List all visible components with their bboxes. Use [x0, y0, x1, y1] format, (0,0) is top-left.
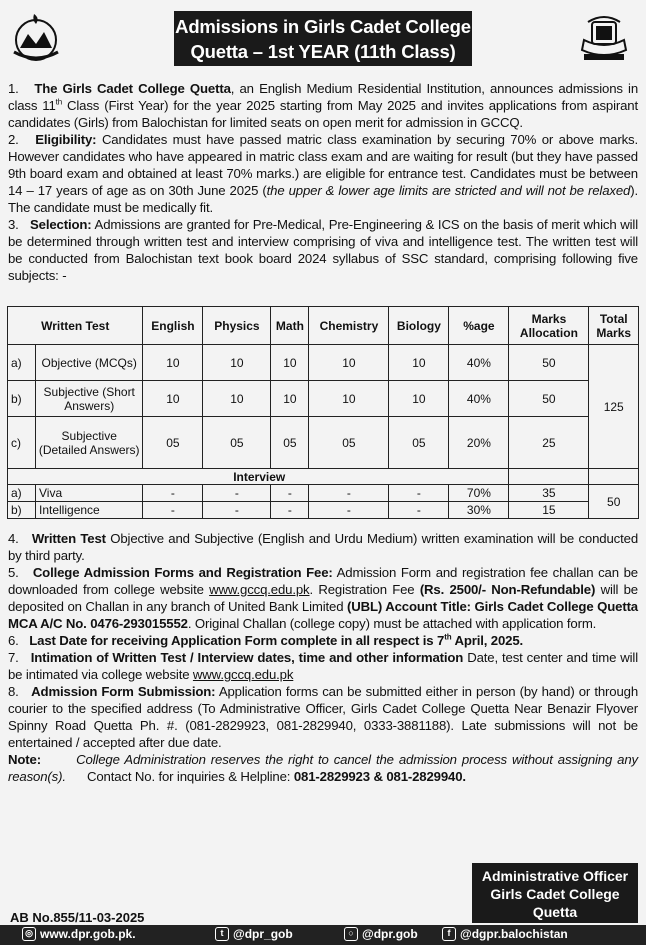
cell: 50: [509, 381, 589, 417]
table-header: Marks Allocation: [509, 307, 589, 345]
footer-facebook[interactable]: f @dgpr.balochistan: [442, 927, 568, 941]
cell: -: [271, 502, 309, 519]
cell: 10: [309, 345, 389, 381]
title-line-2: Quetta – 1st YEAR (11th Class): [190, 41, 456, 62]
cell: 30%: [449, 502, 509, 519]
cell: 10: [271, 345, 309, 381]
table-header: Math: [271, 307, 309, 345]
row-label: b): [8, 381, 36, 417]
table-header: Total Marks: [589, 307, 639, 345]
cell: -: [309, 485, 389, 502]
footer-website[interactable]: ◎ www.dpr.gob.pk.: [22, 927, 136, 941]
instagram-icon: ○: [344, 927, 358, 941]
cell: -: [309, 502, 389, 519]
table-header-row: [8, 307, 639, 345]
cell: 35: [509, 485, 589, 502]
page-title: [174, 11, 472, 66]
paragraph-2: 2. Eligibility: Candidates must have passed matric class examination by securing 70% or above marks. However candidates who have appeared in matric class exam and are waiting for result (but they have passed 9th board exam and obtained at least 70% marks.) are eligible for entrance test. Candidates must be between 14 – 17 years of age as on 30th June 2025 (the upper & lower age limits are stricted and will not be relaxed). The candidate must be medically fit.: [8, 132, 638, 215]
cell: 10: [203, 381, 271, 417]
college-website-link[interactable]: www.gccq.edu.pk: [209, 582, 310, 597]
ab-number: AB No.855/11-03-2025: [10, 910, 145, 925]
cell: 70%: [449, 485, 509, 502]
table-header: English: [143, 307, 203, 345]
facebook-icon: f: [442, 927, 456, 941]
paragraph-4: 4. Written Test Objective and Subjective (English and Urdu Medium) written examination will be conducted by third party.: [8, 531, 638, 563]
cell: -: [143, 502, 203, 519]
row-label: a): [8, 345, 36, 381]
paragraph-8: 8. Admission Form Submission: Application forms can be submitted either in person (by hand) or through courier to the specified address (To Administrative Officer, Girls Cadet College Quetta Near Benazir Flyover Spinny Road Quetta Ph. #. (081-2829923, 081-2829940, 0333-3881188). Late submissions will not be entertained / accepted after due date.: [8, 684, 638, 750]
row-name: Objective (MCQs): [36, 345, 143, 381]
header: [0, 0, 646, 78]
row-name: Intelligence: [36, 502, 143, 519]
cell: 40%: [449, 345, 509, 381]
paragraph-5: 5. College Admission Forms and Registration Fee: Admission Form and registration fee challan can be downloaded from college website www.gccq.edu.pk. Registration Fee (Rs. 2500/- Non-Refundable) will be deposited on Challan in any branch of United Bank Limited (UBL) Account Title: Girls Cadet College Quetta MCA A/C No. 0476-293015552. Original Challan (college copy) must be attached with application form.: [8, 565, 638, 631]
table-header: Written Test: [8, 307, 143, 345]
interview-section-row: [8, 469, 639, 485]
cell: 10: [309, 381, 389, 417]
cell: 10: [389, 345, 449, 381]
cell: 05: [389, 417, 449, 469]
cell: -: [203, 485, 271, 502]
twitter-icon: t: [215, 927, 229, 941]
cell: 05: [309, 417, 389, 469]
note: Note: College Administration reserves the right to cancel the admission process without assigning any reason(s). Contact No. for inquiries & Helpline: 081-2829923 & 081-2829940.: [8, 752, 638, 784]
written-total: 125: [589, 345, 639, 469]
row-name: Subjective (Short Answers): [36, 381, 143, 417]
cell: 50: [509, 345, 589, 381]
cell: 25: [509, 417, 589, 469]
row-name: Viva: [36, 485, 143, 502]
table-header: Physics: [203, 307, 271, 345]
cell: 40%: [449, 381, 509, 417]
row-name: Subjective (Detailed Answers): [36, 417, 143, 469]
paragraph-3: 3. Selection: Admissions are granted for Pre-Medical, Pre-Engineering & ICS on the basis of merit which will be determined through written test and interview comprising of viva and intelligence test. The written test will be conducted from Balochistan text book board 2024 syllabus of SSC standard, comprising following five subjects: -: [8, 217, 638, 283]
paragraph-7: 7. Intimation of Written Test / Interview dates, time and other information Date, test center and time will be intimated via college website www.gccq.edu.pk: [8, 650, 638, 682]
cell: 10: [389, 381, 449, 417]
cell: 05: [143, 417, 203, 469]
cell: 10: [143, 381, 203, 417]
cell: 05: [271, 417, 309, 469]
lower-content: [8, 530, 638, 785]
interview-total: 50: [589, 485, 639, 519]
cell: 10: [203, 345, 271, 381]
cell: 15: [509, 502, 589, 519]
cell: 20%: [449, 417, 509, 469]
cell: -: [271, 485, 309, 502]
cell: -: [389, 502, 449, 519]
cell: -: [143, 485, 203, 502]
table-row: [8, 502, 639, 519]
cell: 10: [143, 345, 203, 381]
cell: -: [389, 485, 449, 502]
balochistan-emblem-icon: [6, 10, 66, 66]
footer-instagram[interactable]: ○ @dpr.gob: [344, 927, 418, 941]
cell: -: [203, 502, 271, 519]
table-row: [8, 381, 639, 417]
table-row: [8, 345, 639, 381]
table-row: [8, 417, 639, 469]
footer-twitter[interactable]: t @dpr_gob: [215, 927, 293, 941]
title-line-1: Admissions in Girls Cadet College: [175, 16, 471, 37]
row-label: a): [8, 485, 36, 502]
cell: 05: [203, 417, 271, 469]
row-label: c): [8, 417, 36, 469]
signature-block: Administrative Officer Girls Cadet College Quetta: [472, 863, 638, 923]
row-label: b): [8, 502, 36, 519]
cell: 10: [271, 381, 309, 417]
paragraph-6: 6. Last Date for receiving Application Form complete in all respect is 7th April, 2025.: [8, 632, 524, 648]
marks-table: [7, 306, 639, 519]
college-crest-icon: [574, 10, 634, 66]
main-content: [8, 80, 638, 284]
table-header: Biology: [389, 307, 449, 345]
table-header: Chemistry: [309, 307, 389, 345]
interview-label: Interview: [8, 469, 509, 485]
globe-icon: ◎: [22, 927, 36, 941]
paragraph-1: 1. The Girls Cadet College Quetta, an English Medium Residential Institution, announces admissions in class 11th Class (First Year) for the year 2025 starting from May 2025 and invites applications from aspirant candidates (Girls) from Balochistan for limited seats on open merit for admission in GCCQ.: [8, 81, 639, 130]
footer: [0, 925, 646, 945]
table-row: [8, 485, 639, 502]
table-header: %age: [449, 307, 509, 345]
college-website-link[interactable]: www.gccq.edu.pk: [192, 667, 294, 682]
